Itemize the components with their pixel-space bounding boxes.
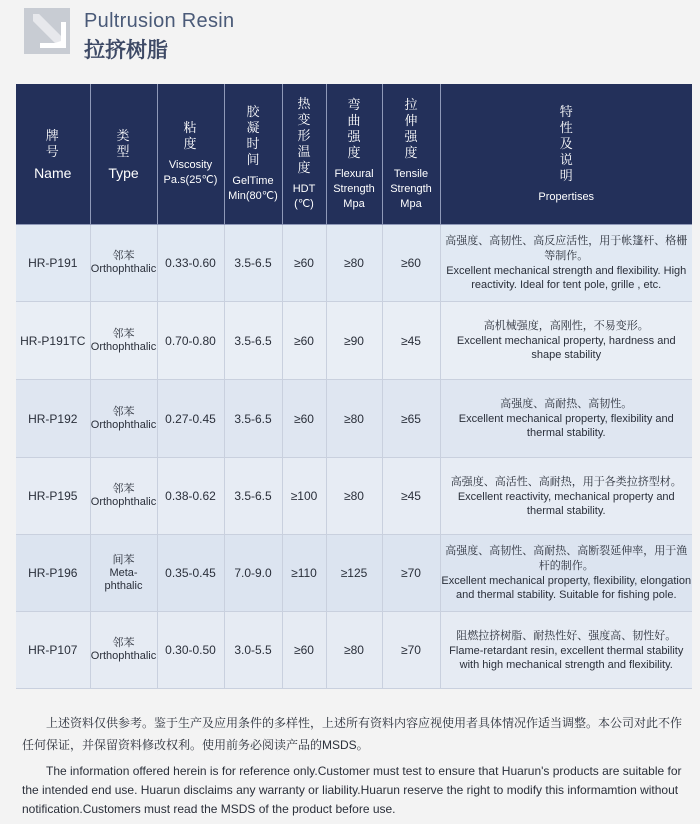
page-title-en: Pultrusion Resin — [84, 10, 235, 32]
column-header-cn: 牌号 — [45, 127, 60, 159]
table-row — [16, 225, 692, 302]
cell-viscosity: 0.38-0.62 — [157, 458, 224, 535]
cell-hdt: ≥60 — [282, 380, 326, 458]
disclaimer-cn: 上述资料仅供参考。鉴于生产及应用条件的多样性，上述所有资料内容应视使用者具体情况作适当调整。本公司对此不作任何保证，并保留资料修改权利。使用前务必阅读产品的MSDS。 — [22, 716, 683, 752]
type-en: Orthophthalic — [90, 263, 157, 275]
cell-viscosity: 0.33-0.60 — [157, 225, 224, 302]
properties-cn: 高强度、高耐热、高韧性。 — [500, 398, 633, 410]
properties-en: Excellent mechanical property, hardness and shape stability — [456, 335, 676, 361]
cell-type — [90, 612, 157, 689]
type-cn: 邻苯 — [112, 483, 135, 495]
disclaimer — [22, 712, 690, 819]
disclaimer-en: The information offered herein is for reference only.Customer must test to ensure that Huarun's products are suitable for the intended end use. Huarun disclaims any warranty or liability.Huarun reserve the right to modify this informamtion without notification.Customers must read the MSDS of the product before use. — [22, 764, 682, 816]
cell-properties — [440, 225, 692, 302]
cell-hdt: ≥100 — [282, 458, 326, 535]
cell-flexural: ≥80 — [326, 612, 382, 689]
cell-geltime: 3.0-5.5 — [224, 612, 282, 689]
cell-properties — [440, 458, 692, 535]
column-header-en: Viscosity — [168, 159, 213, 171]
column-header-hdt — [282, 84, 326, 225]
cell-type — [90, 380, 157, 458]
cell-flexural: ≥90 — [326, 302, 382, 380]
column-header-en: (℃) — [294, 198, 314, 210]
cell-type — [90, 458, 157, 535]
cell-name: HR-P191TC — [16, 302, 90, 380]
column-header-en: Strength — [390, 182, 432, 195]
table-row — [16, 380, 692, 458]
cell-geltime: 3.5-6.5 — [224, 380, 282, 458]
cell-geltime: 3.5-6.5 — [224, 458, 282, 535]
cell-properties — [440, 612, 692, 689]
properties-en: Excellent mechanical property, flexibility, elongation and thermal stability. Suitable for fishing pole. — [441, 575, 692, 601]
cell-name: HR-P196 — [16, 535, 90, 612]
column-header-flexural — [326, 84, 382, 225]
column-header-en: Flexural — [334, 167, 374, 180]
table-header-row — [16, 84, 692, 225]
column-header-cn: 特性及说明 — [559, 103, 573, 183]
type-cn: 间苯 — [112, 553, 135, 566]
column-header-en: Pa.s(25℃) — [163, 174, 218, 186]
cell-hdt: ≥60 — [282, 225, 326, 302]
column-header-en: Name — [34, 164, 72, 181]
column-header-cn: 粘度 — [183, 120, 198, 151]
column-header-en: Strength — [333, 182, 375, 195]
cell-geltime: 7.0-9.0 — [224, 535, 282, 612]
cell-tensile: ≥45 — [382, 458, 440, 535]
column-header-name — [16, 84, 90, 225]
cell-flexural: ≥80 — [326, 458, 382, 535]
column-header-en: Mpa — [343, 197, 365, 210]
type-cn: 邻苯 — [112, 637, 135, 649]
column-header-en: GelTime — [232, 175, 274, 187]
cell-viscosity: 0.27-0.45 — [157, 380, 224, 458]
properties-en: Flame-retardant resin, excellent thermal stability with high mechanical strength and flexibility. — [449, 644, 684, 671]
cell-name: HR-P195 — [16, 458, 90, 535]
page-header — [0, 0, 700, 75]
type-en: Orthophthalic — [90, 650, 157, 662]
cell-tensile: ≥45 — [382, 302, 440, 380]
properties-en: Excellent mechanical strength and flexibility. High reactivity. Ideal for tent pole, grille , etc. — [446, 265, 687, 291]
type-cn: 邻苯 — [112, 250, 135, 262]
cell-name: HR-P192 — [16, 380, 90, 458]
cell-type — [90, 225, 157, 302]
properties-cn: 高强度、高韧性、高反应活性，用于帐篷杆、格栅等制作。 — [445, 235, 688, 262]
cell-properties — [440, 380, 692, 458]
page-title-cn: 拉挤树脂 — [84, 38, 168, 62]
cell-type — [90, 535, 157, 612]
column-header-cn: 胶凝时间 — [246, 104, 260, 167]
column-header-en: Mpa — [400, 197, 422, 210]
column-header-geltime — [224, 84, 282, 225]
cell-hdt: ≥60 — [282, 302, 326, 380]
cell-hdt: ≥60 — [282, 612, 326, 689]
cell-tensile: ≥60 — [382, 225, 440, 302]
cell-flexural: ≥125 — [326, 535, 382, 612]
cell-type — [90, 302, 157, 380]
column-header-en: HDT — [292, 183, 316, 195]
cell-flexural: ≥80 — [326, 380, 382, 458]
properties-cn: 阻燃拉挤树脂、耐热性好、强度高、韧性好。 — [456, 629, 677, 642]
type-en: Orthophthalic — [90, 496, 157, 508]
column-header-properties — [440, 84, 692, 225]
properties-cn: 高强度、高活性、高耐热，用于各类拉挤型材。 — [450, 475, 682, 488]
properties-en: Excellent mechanical property, flexibility and thermal stability. — [458, 413, 674, 439]
cell-viscosity: 0.35-0.45 — [157, 535, 224, 612]
table-row — [16, 535, 692, 612]
type-cn: 邻苯 — [112, 327, 135, 340]
cell-viscosity: 0.30-0.50 — [157, 612, 224, 689]
cell-tensile: ≥70 — [382, 535, 440, 612]
cell-geltime: 3.5-6.5 — [224, 225, 282, 302]
column-header-cn: 热变形温度 — [297, 96, 311, 175]
type-en: Orthophthalic — [90, 340, 157, 353]
column-header-en: Type — [108, 164, 139, 181]
cell-tensile: ≥65 — [382, 380, 440, 458]
column-header-tensile — [382, 84, 440, 225]
cell-name: HR-P107 — [16, 612, 90, 689]
diagonal-arrow-icon — [24, 8, 70, 54]
type-en: Orthophthalic — [90, 418, 157, 431]
cell-geltime: 3.5-6.5 — [224, 302, 282, 380]
column-header-en: Min(80℃) — [228, 190, 278, 202]
cell-tensile: ≥70 — [382, 612, 440, 689]
cell-properties — [440, 535, 692, 612]
column-header-en: Propertises — [538, 190, 595, 203]
type-cn: 邻苯 — [112, 405, 135, 418]
cell-viscosity: 0.70-0.80 — [157, 302, 224, 380]
column-header-cn: 拉伸强度 — [404, 96, 418, 160]
cell-properties — [440, 302, 692, 380]
column-header-viscosity — [157, 84, 224, 225]
table-row — [16, 302, 692, 380]
type-en: Meta-phthalic — [104, 566, 143, 592]
properties-en: Excellent reactivity, mechanical property and thermal stability. — [457, 490, 675, 517]
column-header-cn: 类型 — [116, 127, 131, 159]
properties-cn: 高机械强度，高刚性，不易变形。 — [483, 320, 649, 332]
cell-name: HR-P191 — [16, 225, 90, 302]
table-row — [16, 458, 692, 535]
table-row — [16, 612, 692, 689]
column-header-en: Tensile — [393, 167, 429, 180]
column-header-type — [90, 84, 157, 225]
resin-spec-table — [16, 84, 692, 689]
column-header-cn: 弯曲强度 — [347, 96, 361, 160]
cell-flexural: ≥80 — [326, 225, 382, 302]
properties-cn: 高强度、高韧性、高耐热、高断裂延伸率，用于渔杆的制作。 — [445, 545, 688, 572]
cell-hdt: ≥110 — [282, 535, 326, 612]
